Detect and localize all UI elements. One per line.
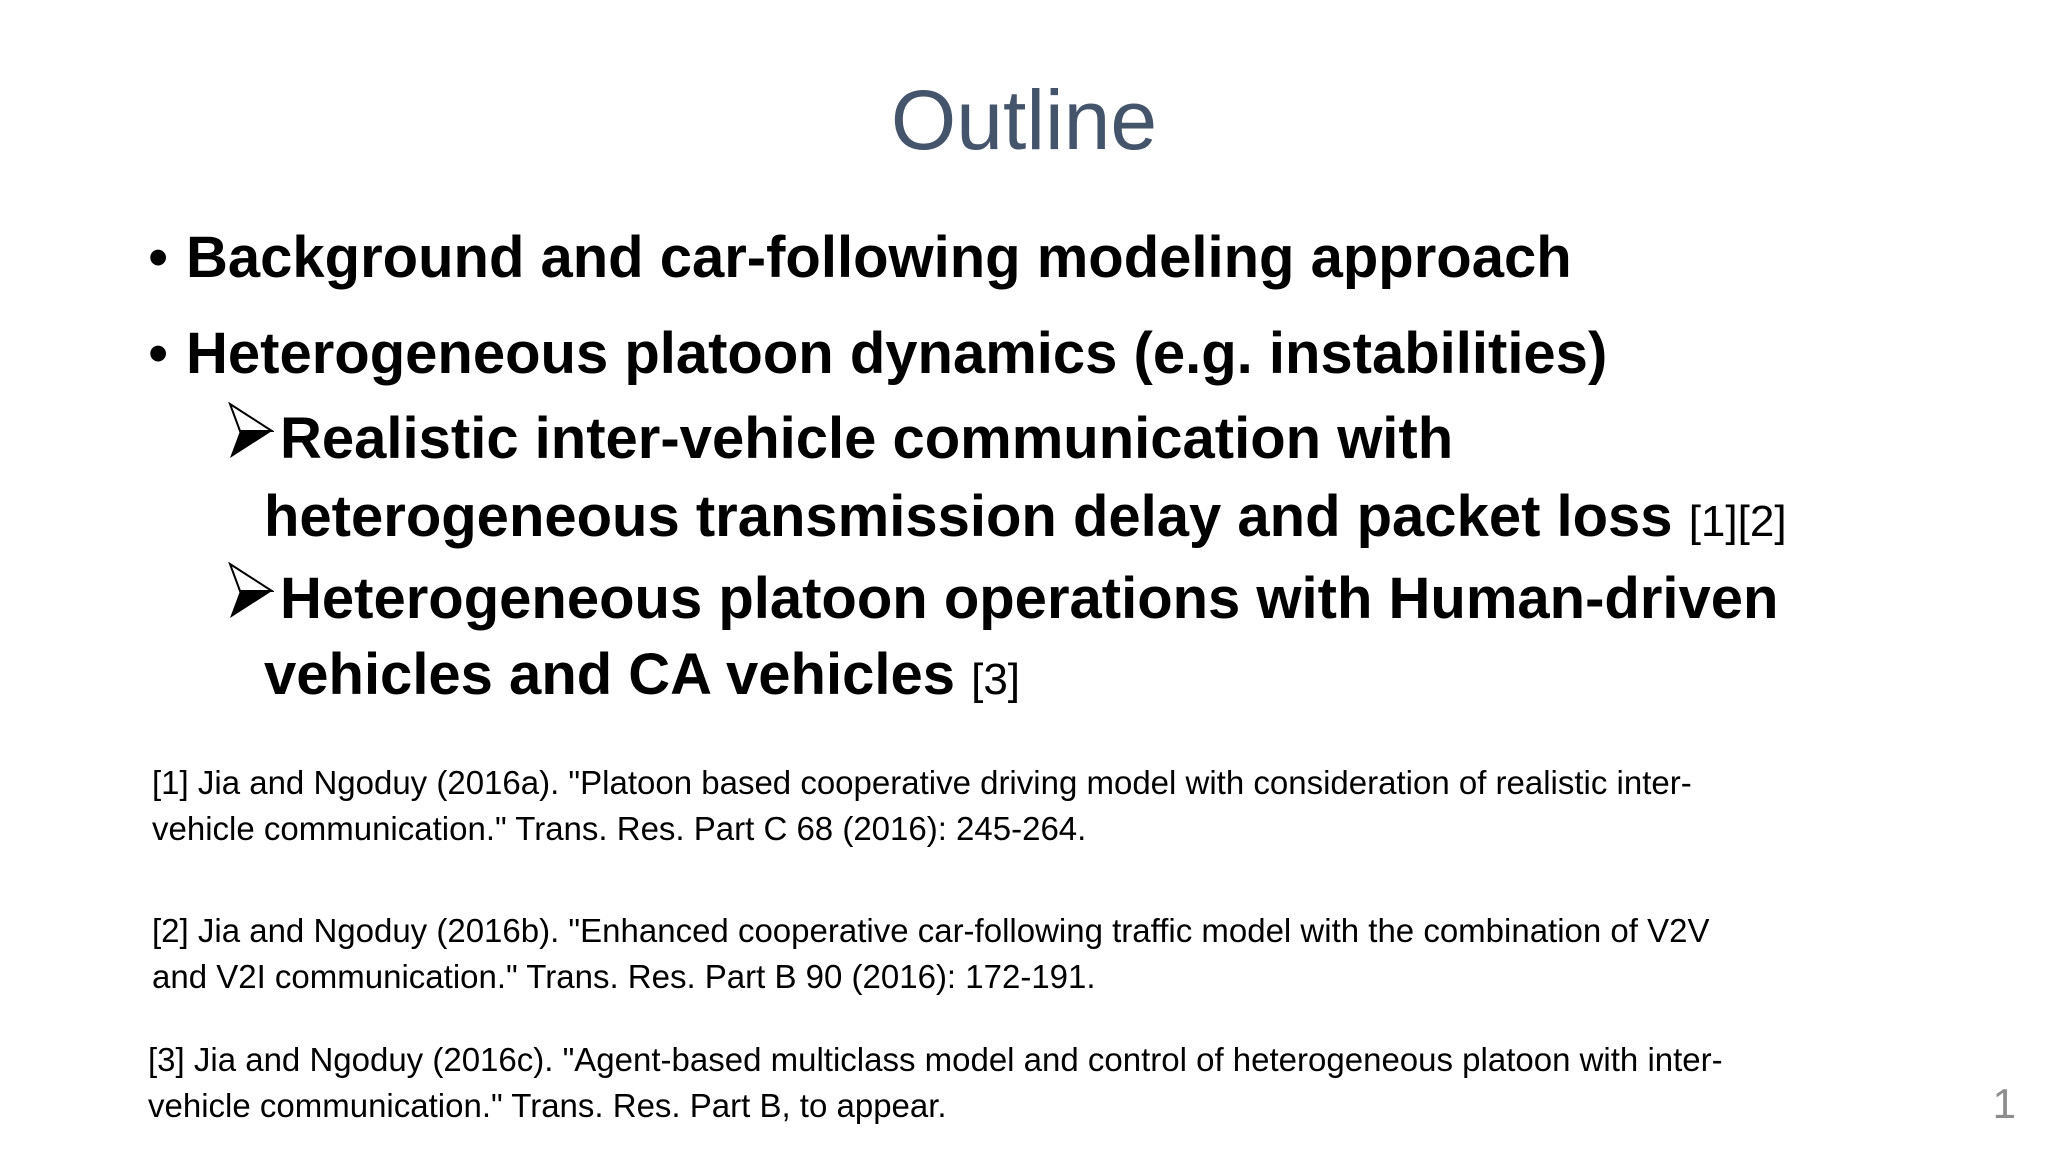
page-number: 1 bbox=[1992, 1080, 2016, 1127]
reference-line: and V2I communication." Trans. Res. Part B 90 (2016): 172-191. bbox=[152, 958, 1096, 995]
reference-item bbox=[152, 760, 1952, 852]
sub-bullet-line2: heterogeneous transmission delay and packet loss bbox=[264, 484, 1673, 549]
sub-bullet-item bbox=[280, 400, 1453, 478]
arrowhead-bullet-icon bbox=[228, 402, 274, 460]
bullet-text: Background and car-following modeling approach bbox=[186, 225, 1572, 290]
sub-bullet-continuation bbox=[264, 636, 1020, 719]
bullet-dot-icon: • bbox=[148, 225, 169, 290]
reference-item bbox=[152, 908, 1952, 1000]
reference-line: vehicle communication." Trans. Res. Part C 68 (2016): 245-264. bbox=[152, 810, 1087, 847]
sub-bullet-item bbox=[280, 560, 1778, 638]
citation-tag: [1][2] bbox=[1688, 497, 1787, 546]
reference-line: vehicle communication." Trans. Res. Part B, to appear. bbox=[148, 1087, 947, 1124]
sub-bullet-line2: vehicles and CA vehicles bbox=[264, 642, 955, 707]
arrowhead-bullet-icon bbox=[228, 562, 274, 620]
sub-bullet-line1: Heterogeneous platoon operations with Human-driven bbox=[280, 566, 1779, 631]
sub-bullet-line1: Realistic inter-vehicle communication with bbox=[280, 406, 1454, 471]
slide-title: Outline bbox=[890, 73, 1158, 167]
bullet-item bbox=[148, 222, 1572, 294]
bullet-item bbox=[148, 318, 1608, 390]
reference-item bbox=[148, 1037, 1948, 1129]
reference-line: [3] Jia and Ngoduy (2016c). "Agent-based multiclass model and control of heterogeneous platoon with inter- bbox=[148, 1041, 1723, 1078]
reference-line: [2] Jia and Ngoduy (2016b). "Enhanced cooperative car-following traffic model with the combination of V2V bbox=[152, 912, 1710, 949]
bullet-dot-icon: • bbox=[148, 321, 169, 386]
bullet-text: Heterogeneous platoon dynamics (e.g. instabilities) bbox=[186, 321, 1608, 386]
citation-tag: [3] bbox=[971, 655, 1021, 704]
sub-bullet-continuation bbox=[264, 478, 1787, 561]
reference-line: [1] Jia and Ngoduy (2016a). "Platoon based cooperative driving model with consideration of realistic inter- bbox=[152, 764, 1692, 801]
